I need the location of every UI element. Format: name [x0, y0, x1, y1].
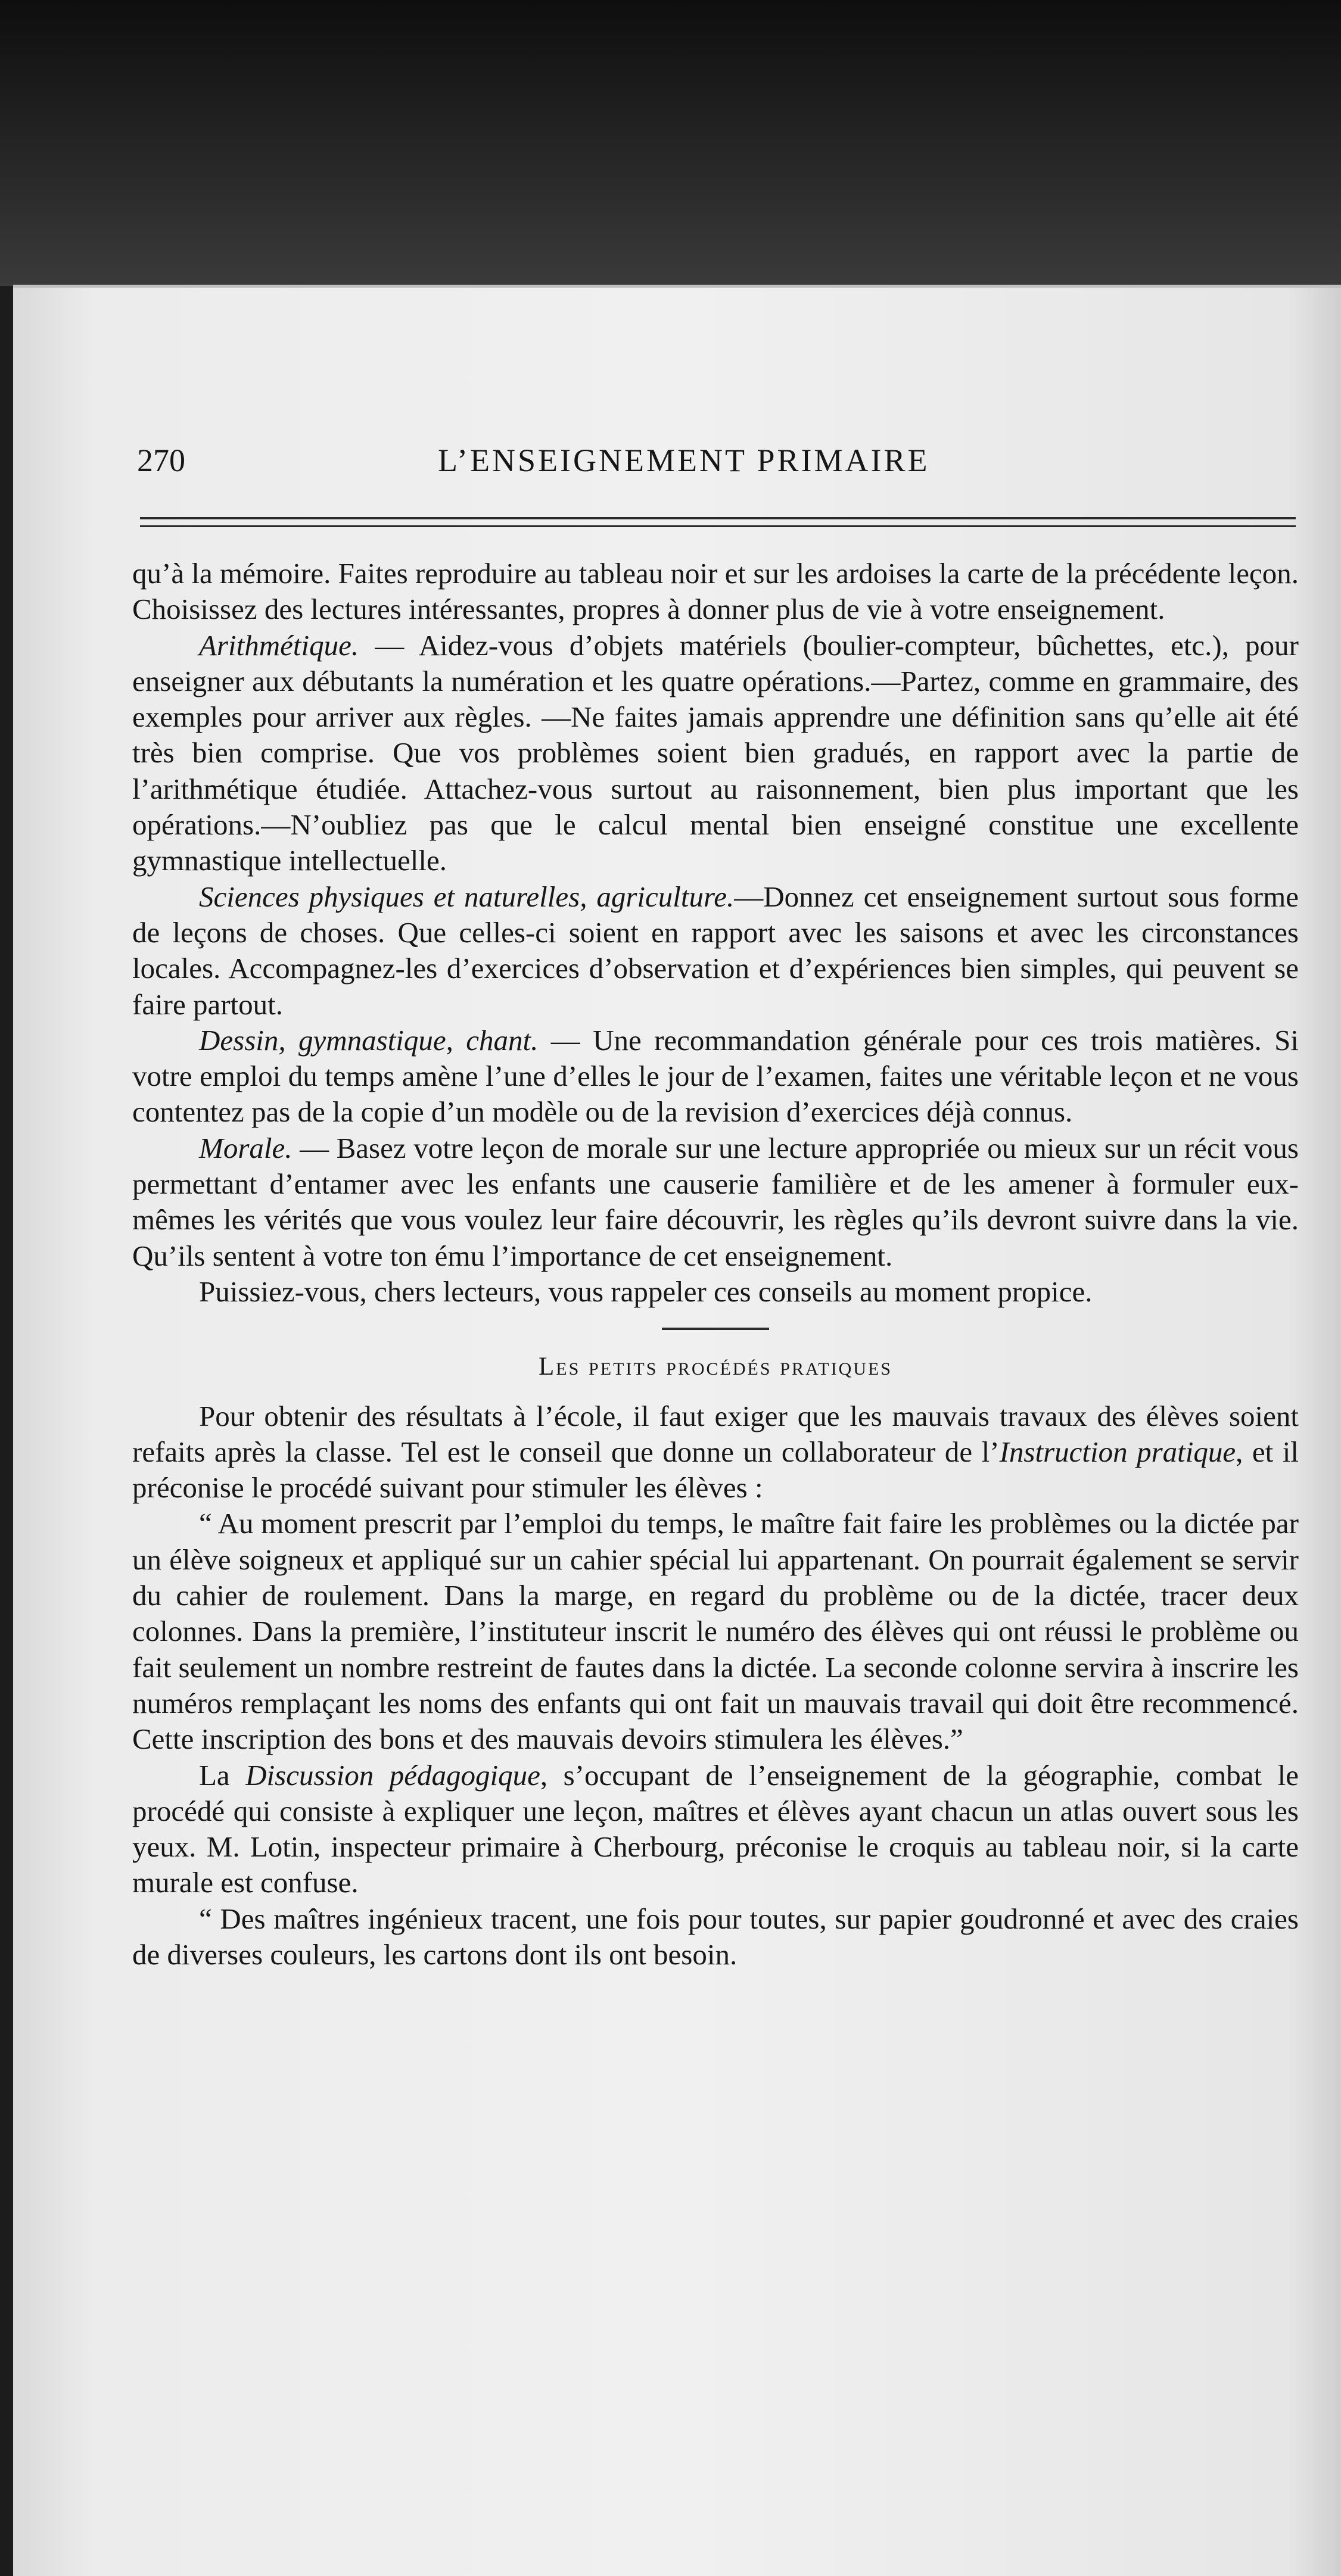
running-title: L’ENSEIGNEMENT PRIMAIRE — [438, 443, 930, 478]
paragraph-text: — Aidez-vous d’objets matériels (boulier-compteur, bûchettes, etc.), pour enseigner aux débutants la numération et les quatre opérations.—Partez, comme en grammaire, des exemples pour arriver aux règles. —Ne faites jamais apprendre une définition sans qu’elle ait été très bien comprise. Que vos problèmes soient bien gradués, en rapport avec la partie de l’arithmétique étudiée. Attachez-vous surtout au raisonnement, bien plus important que les opérations.—N’oubliez pas que le calcul mental bien enseigné constitue une excellente gymnastique intellectuelle. — [132, 628, 1299, 877]
section-divider — [662, 1328, 769, 1330]
header-rule-bottom — [140, 525, 1296, 527]
paragraph-text: — Basez votre leçon de morale sur une lecture appropriée ou mieux sur un récit vous permettant d’entamer avec les enfants une causerie familière et de les amener à formuler eux-mêmes les vérités que vous voulez leur faire découvrir, les règles qu’ils devront suivre dans la vie. Qu’ils sentent à votre ton ému l’importance de cet enseignement. — [132, 1131, 1299, 1272]
header-rule-top — [140, 517, 1296, 519]
paragraph: qu’à la mémoire. Faites reproduire au tableau noir et sur les ardoises la carte de la précédente leçon. Choisissez des lectures intéressantes, propres à donner plus de vie à votre enseignement. — [132, 557, 1299, 626]
section-title: Les petits procédés pratiques — [539, 1353, 892, 1381]
publication-title: Instruction pratique — [999, 1435, 1236, 1468]
paragraph-text: , et il préconise le procédé suivant pour stimuler les élèves : — [132, 1435, 1299, 1505]
section-heading: Sciences physiques et naturelles, agriculture. — [199, 880, 735, 913]
paragraph-text: La — [199, 1758, 246, 1792]
paragraph-sciences — [132, 879, 1299, 1023]
section-heading: Morale. — [199, 1131, 293, 1164]
page-header — [0, 442, 1341, 496]
paragraph-dessin — [132, 1023, 1299, 1130]
publication-title: Discussion pédagogique — [245, 1758, 540, 1792]
scan-background — [0, 0, 1341, 286]
paragraph-text: , s’occupant de l’enseignement de la géographie, combat le procédé qui consiste à expliquer une leçon, maîtres et élèves ayant chacun un atlas ouvert sous les yeux. M. Lotin, inspecteur primaire à Cherbourg, préconise le croquis au tableau noir, si la carte murale est confuse. — [132, 1758, 1299, 1899]
paragraph — [132, 1758, 1299, 1901]
paragraph-morale — [132, 1130, 1299, 1274]
page-number: 270 — [137, 443, 185, 478]
section-heading: Arithmétique. — [199, 628, 359, 662]
quotation: “ Au moment prescrit par l’emploi du temps, le maître fait faire les problèmes ou la dictée par un élève soigneux et appliqué sur un cahier spécial lui appartenant. On pourrait également se servir du cahier de roulement. Dans la marge, en regard du problème ou de la dictée, tracer deux colonnes. Dans la première, l’instituteur inscrit le numéro des élèves qui ont réussi le problème ou fait seulement un nombre restreint de fautes dans la dictée. La seconde colonne servira à inscrire les numéros remplaçant les noms des enfants qui ont fait un mauvais travail qui doit être recommencé. Cette inscription des bons et des mauvais devoirs stimulera les élèves.” — [132, 1507, 1299, 1756]
section-heading: Dessin, gymnastique, chant. — [199, 1023, 539, 1057]
page-body — [132, 556, 1299, 1973]
quotation: “ Des maîtres ingénieux tracent, une fois pour toutes, sur papier goudronné et avec des craies de diverses couleurs, les cartons dont ils ont besoin. — [132, 1902, 1299, 1971]
paragraph-text: Pour obtenir des résultats à l’école, il faut exiger que les mauvais travaux des élèves soient refaits après la classe. Tel est le conseil que donne un collaborateur de l’ — [132, 1399, 1299, 1468]
paragraph-text: —Donnez cet enseignement surtout sous forme de leçons de choses. Que celles-ci soient en rapport avec les saisons et avec les circonstances locales. Accompagnez-les d’exercices d’observation et d’expériences bien simples, qui peuvent se faire partout. — [132, 880, 1299, 1021]
paragraph-text: — Une recommandation générale pour ces trois matières. Si votre emploi du temps amène l’une d’elles le jour de l’examen, faites une véritable leçon et ne vous contentez pas de la copie d’un modèle ou de la revision d’exercices déjà connus. — [132, 1023, 1299, 1129]
paragraph: Puissiez-vous, chers lecteurs, vous rappeler ces conseils au moment propice. — [199, 1275, 1093, 1308]
paragraph — [132, 1398, 1299, 1506]
paragraph-arithmetique — [132, 628, 1299, 879]
